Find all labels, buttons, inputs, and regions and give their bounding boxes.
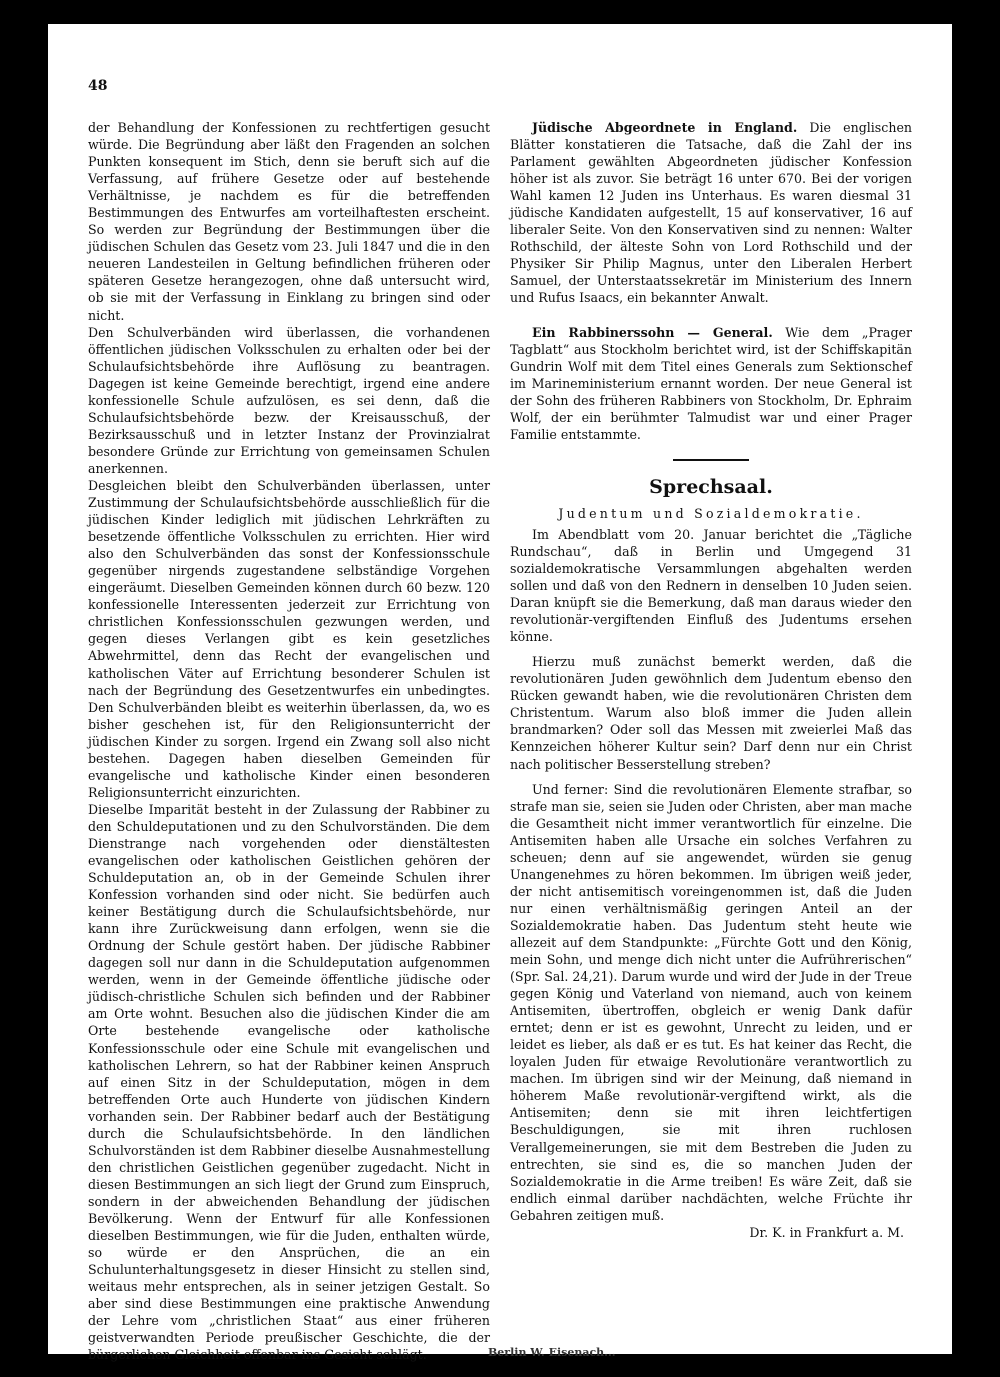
left-paragraph-4: Dieselbe Imparität besteht in der Zulassung der Rabbiner zu den Schuldeputationen und zu den Schulvorständen. Die dem Dienstrange nach vorgehenden oder dienstältesten evangelischen oder katholischen Geistlichen gehören der Schuldeputation an, ob in der Gemeinde Schulen ihrer Konfession vorhanden sind oder nicht. Sie bedürfen auch keiner Bestätigung durch die Schulaufsichtsbehörde, nur kann ihre Zurückweisung dann erfolgen, wenn sie die Ordnung der Schule gestört haben. Der jüdische Rabbiner dagegen soll nur dann in die Schuldeputation aufgenommen werden, wenn in der Gemeinde öffentliche jüdische oder jüdisch-christliche Schulen sich befinden und der Rabbiner am Orte wohnt. Besuchen also die jüdischen Kinder die am Orte bestehende evangelische oder katholische Konfessionsschule oder eine Schule mit evangelischen und katholischen Lehrern, so hat der Rabbiner keinen Anspruch auf einen Sitz in der Schuldeputation, mögen in dem betreffenden Orte auch Hunderte von jüdischen Kindern vorhanden sein. Der Rabbiner bedarf auch der Bestätigung durch die Schulaufsichtsbehörde. In den ländlichen Schulvorständen ist dem Rabbiner dieselbe Ausnahmestellung den christlichen Geistlichen gegenüber zugedacht. Nicht in diesen Bestimmungen an sich liegt der Grund zum Einspruch, sondern in der abweichenden Behandlung der jüdischen Bevölkerung. Wenn der Entwurf für alle Konfessionen dieselben Bestimmungen, wie für die Juden, enthalten würde, so würde er den Ansprüchen, die an ein Schulunterhaltungsgesetz in dieser Hinsicht zu stellen sind, weitaus mehr entsprechen, als in seiner jetzigen Gestalt. So aber sind diese Bestimmungen eine praktische Anwendung der Lehre vom „christlichen Staat“ aus einer früheren geistverwandten Periode preußischer Geschichte, die der bürgerlichen Gleichheit offenbar ins Gesicht schlägt. bbox=[88, 801, 490, 1363]
page-number: 48 bbox=[88, 78, 108, 94]
article-england-body: Die englischen Blätter konstatieren die Tatsache, daß die Zahl der ins Parlament gewählten Abgeordneten jüdischer Konfession höher ist als zuvor. Sie beträgt 16 unter 670. Bei der vorigen Wahl kamen 12 Juden ins Unterhaus. Es waren diesmal 31 jüdische Kandidaten aufgestellt, 15 auf konservativer, 16 auf liberaler Seite. Von den Konservativen sind zu nennen: Walter Rothschild, der älteste Sohn von Lord Rothschild und der Physiker Sir Philip Magnus, unter den Liberalen Herbert Samuel, der Unterstaatssekretär im Ministerium des Innern und Rufus Isaacs, ein bekannter Anwalt. bbox=[510, 120, 913, 306]
article-general-heading: Ein Rabbinerssohn — General. bbox=[532, 324, 773, 340]
signature: Dr. K. in Frankfurt a. M. bbox=[749, 1224, 904, 1240]
section-subtitle: Judentum und Sozialdemokratie. bbox=[558, 505, 864, 521]
section-paragraph-3: Und ferner: Sind die revolutionären Elemente strafbar, so strafe man sie, seien sie Juden oder Christen, aber man mache die Gesamtheit nicht immer verantwortlich für einzelne. Die Antisemiten haben alle Ursache ein solches Verfahren zu scheuen; denn auf sie angewendet, würden sie genug Unangenehmes zu hören bekommen. Im übrigen weiß jeder, der nicht antisemitisch voreingenommen ist, daß die Juden nur einen verhältnismäßig geringen Anteil an der Sozialdemokratie haben. Das Judentum steht heute wie allezeit auf dem Standpunkte: „Fürchte Gott und den König, mein Sohn, und menge dich nicht unter die Aufrührerischen“ (Spr. Sal. 24,21). Darum wurde und wird der Jude in der Treue gegen König und Vaterland von niemand, auch von keinem Antisemiten, übertroffen, obgleich er wenig Dank dafür erntet; denn er ist es gewohnt, Unrecht zu leiden, und er leidet es lieber, als daß er es tut. Es hat keiner das Recht, die loyalen Juden für etwaige Revolutionäre verantwortlich zu machen. Im übrigen sind wir der Meinung, daß niemand in höherem Maße revolutionär-vergiftend wirkt, als die Antisemiten; denn sie mit ihren leichtfertigen Beschuldigungen, sie mit ihren ruchlosen Verallgemeinerungen, sie mit dem Bestreben die Juden zu entrechten, sie sind es, die so manchen Juden der Sozialdemokratie in die Arme treiben! Es wäre Zeit, daß sie endlich einmal darüber nachdächten, welche Früchte ihr Gebahren zeitigen muß. bbox=[510, 781, 913, 1223]
left-paragraph-3: Desgleichen bleibt den Schulverbänden überlassen, unter Zustimmung der Schulaufsichtsbehörde ausschließlich für die jüdischen Kinder lediglich mit jüdischen Lehrkräften zu besetzende öffentliche Volksschulen zu errichten. Hier wird also den Schulverbänden das sonst der Konfessionsschule gegenüber nirgends zugestandene selbständige Vorgehen eingeräumt. Dieselben Gemeinden können durch 60 bezw. 120 konfessionelle Interessenten jederzeit zur Errichtung von christlichen Konfessionsschulen gezwungen werden, und gegen dieses Verlangen gibt es kein gesetzliches Abwehrmittel, denn das Recht der evangelischen und katholischen Väter auf Errichtung besonderer Schulen ist nach der Begründung des Gesetzentwurfes ein unbedingtes. Den Schulverbänden bleibt es weiterhin überlassen, da, wo es bisher geschehen ist, für den Religionsunterricht der jüdischen Kinder zu sorgen. Irgend ein Zwang soll also nicht bestehen. Dagegen haben dieselben Gemeinden für evangelische und katholische Kinder einen besonderen Religionsunterricht einzurichten. bbox=[88, 477, 490, 800]
spacer bbox=[510, 645, 912, 653]
left-paragraph-2: Den Schulverbänden wird überlassen, die vorhandenen öffentlichen jüdischen Volksschulen zu erhalten oder bei der Schulaufsichtsbehörde ihre Auflösung zu beantragen. Dagegen ist keine Gemeinde berechtigt, irgend eine andere konfessionelle Schule aufzulösen, es sei denn, daß die Schulaufsichtsbehörde bezw. der Kreisausschuß, der Bezirksausschuß und in letzter Instanz der Provinzialrat besondere Gründe zur Errichtung von gemeinsamen Schulen anerkennen. bbox=[88, 324, 490, 476]
spacer bbox=[510, 307, 912, 324]
article-england bbox=[510, 119, 912, 307]
page bbox=[48, 24, 952, 1363]
section-paragraph-1: Im Abendblatt vom 20. Januar berichtet die „Tägliche Rundschau“, daß in Berlin und Umgegend 31 sozialdemokratische Versammlungen abgehalten werden sollen und daß von den Rednern in denselben 10 Juden seien. Daran knüpft sie die Bemerkung, daß man daraus wieder den revolutionär-vergiftenden Einfluß des Judentums ersehen könne. bbox=[510, 526, 912, 645]
section-divider bbox=[673, 459, 749, 461]
section-paragraph-2: Hierzu muß zunächst bemerkt werden, daß die revolutionären Juden gewöhnlich dem Judentum ebenso den Rücken gewandt haben, wie die revolutionären Christen dem Christentum. Warum also bloß immer die Juden allein brandmarken? Oder soll das Messen mit zweierlei Maß das Kennzeichen höherer Kultur sein? Darf denn nur ein Christ nach politischer Besserstellung streben? bbox=[510, 654, 912, 772]
article-england-heading: Jüdische Abgeordnete in England. bbox=[532, 120, 798, 135]
article-general-body: Wie dem „Prager Tagblatt“ aus Stockholm berichtet wird, ist der Schiffskapitän Gundrin Wolf mit dem Titel eines Generals zum Sektionschef im Marineministerium ernannt worden. Der neue General ist der Sohn des früheren Rabbiners von Stockholm, Dr. Ephraim Wolf, der ein berühmter Talmudist war und einer Prager Familie entstammte. bbox=[510, 324, 912, 442]
section-title: Sprechsaal. bbox=[649, 475, 773, 498]
footer-imprint: Berlin W. Eisenach... bbox=[488, 1346, 616, 1359]
left-paragraph-1: der Behandlung der Konfessionen zu rechtfertigen gesucht würde. Die Begründung aber läßt den Fragenden an solchen Punkten konsequent im Stich, denn sie beruft sich auf die Verfassung, auf frühere Gesetze oder auf bestehende Verhältnisse, je nachdem es für die betreffenden Bestimmungen des Entwurfes am vorteilhaftesten erscheint. So werden zur Begründung der Bestimmungen über die jüdischen Schulen das Gesetz vom 23. Juli 1847 und die in den neueren Landesteilen in Geltung befindlichen früheren oder späteren Gesetze herangezogen, ohne daß untersucht wird, ob sie mit der Verfassung in Einklang zu bringen sind oder nicht. bbox=[88, 120, 490, 323]
spacer bbox=[510, 773, 912, 781]
article-general bbox=[510, 324, 912, 443]
left-column bbox=[88, 119, 490, 1363]
right-column bbox=[510, 119, 912, 1241]
